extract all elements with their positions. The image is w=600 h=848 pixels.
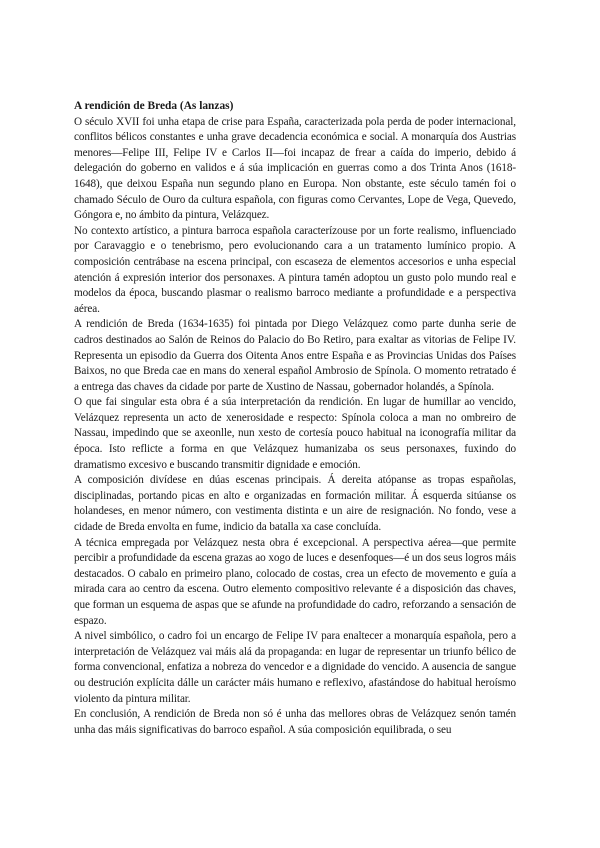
- paragraph-conclusion: En conclusión, A rendición de Breda non só é unha das mellores obras de Velázquez senón tamén unha das máis significativas do barroco español. A súa composición equilibrada, o seu: [74, 708, 516, 736]
- paragraph-technique: A técnica empregada por Velázquez nesta obra é excepcional. A perspectiva aérea—que permite percibir a profundidade da escena grazas ao xogo de luces e desenfoques—é un dos seus logros máis destacados. O cabalo en primeiro plano, colocado de costas, crea un efecto de movemento e guía a mirada cara ao centro da escena. Outro elemento compositivo relevante é a disposición das chaves, que forman un esquema de aspas que se afunde na profundidade do cadro, reforzando a sensación de espazo.: [74, 536, 516, 627]
- paragraph-interpretation: O que fai singular esta obra é a súa interpretación da rendición. En lugar de humillar ao vencido, Velázquez representa un acto de xenerosidade e respecto: Spínola coloca a man no ombreiro de Nassau, impedindo que se axeonlle, nun xesto de cortesía pouco habitual na iconografía militar da época. Isto reflicte a forma en que Velázquez humanizaba os seus personaxes, fuxindo do dramatismo excesivo e buscando transmitir dignidade e emoción.: [74, 396, 516, 471]
- paragraph-composition: A composición divídese en dúas escenas principais. Á dereita atópanse as tropas españolas, disciplinadas, portando picas en alto e organizadas en formación militar. Á esquerda sitúanse os holandeses, en menor número, con vestimenta distinta e un aire de resignación. No fondo, vese a cidade de Breda envolta en fume, indicio da batalla xa case concluída.: [74, 474, 516, 534]
- paragraph-artistic-context: No contexto artístico, a pintura barroca española caracterízouse por un forte realismo, influenciado por Caravaggio e o tenebrismo, pero evolucionando cara a un tratamento lumínico propio. A composición centrábase na escena principal, con escaseza de elementos accesorios e unha especial atención á expresión interior dos personaxes. A pintura tamén adoptou un gusto polo mundo real e modelos da época, buscando plasmar o realismo barroco mediante a profundidade e a perspectiva aérea.: [74, 224, 516, 315]
- paragraph-work-description: A rendición de Breda (1634-1635) foi pintada por Diego Velázquez como parte dunha serie de cadros destinados ao Salón de Reinos do Palacio do Bo Retiro, para exaltar as vitorias de Felipe IV. Representa un episodio da Guerra dos Oitenta Anos entre España e as Provincias Unidas dos Países Baixos, no que Breda cae en mans do xeneral español Ambrosio de Spínola. O momento retratado é a entrega das chaves da cidade por parte de Xustino de Nassau, gobernador holandés, a Spínola.: [74, 318, 516, 393]
- paragraph-symbolism: A nivel simbólico, o cadro foi un encargo de Felipe IV para enaltecer a monarquía española, pero a interpretación de Velázquez vai máis alá da propaganda: en lugar de representar un triunfo bélico de forma convencional, enfatiza a nobreza do vencedor e a dignidade do vencido. A ausencia de sangue ou destrución explícita dálle un carácter máis humano e reflexivo, afastándose do habitual heroísmo violento da pintura militar.: [74, 630, 516, 705]
- document-page: [74, 99, 516, 738]
- document-title: A rendición de Breda (As lanzas): [74, 100, 234, 112]
- paragraph-historical-context: O século XVII foi unha etapa de crise para España, caracterizada pola perda de poder internacional, conflitos bélicos constantes e unha grave decadencia económica e social. A monarquía dos Austrias menores—Felipe III, Felipe IV e Carlos II—foi incapaz de frear a caída do imperio, debido á delegación do goberno en validos e á súa implicación en guerras como a dos Trinta Anos (1618-1648), que deixou España nun segundo plano en Europa. Non obstante, este século tamén foi o chamado Século de Ouro da cultura española, con figuras como Cervantes, Lope de Vega, Quevedo, Góngora e, no ámbito da pintura, Velázquez.: [74, 115, 516, 222]
